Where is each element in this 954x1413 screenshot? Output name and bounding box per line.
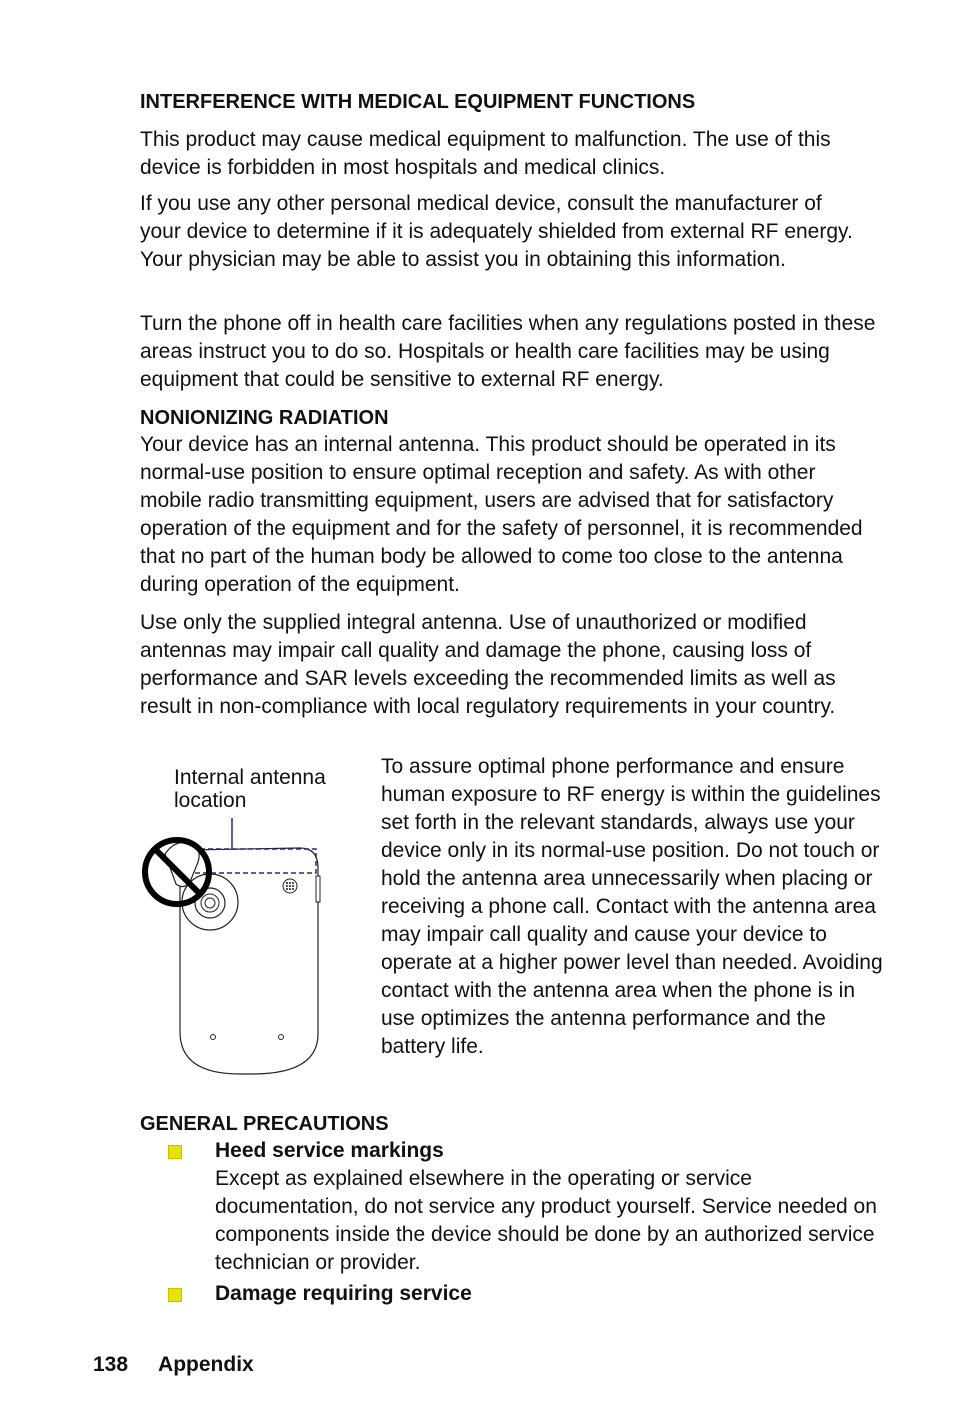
precautions-heading: GENERAL PRECAUTIONS xyxy=(140,1113,389,1135)
medical-paragraph-1: This product may cause medical equipment to malfunction. The use of this device is forbidden in most hospitals and medical clinics. xyxy=(140,128,831,179)
footer-section-name: Appendix xyxy=(158,1353,254,1376)
radiation-paragraph-1: Your device has an internal antenna. This product should be operated in its normal-use position to ensure optimal reception and safety. As with other mobile radio transmitting equipment, users are advised that for satisfactory operation of the equipment and for the safety of personnel, it is recommended that no part of the human body be allowed to come too close to the antenna during operation of the equipment. xyxy=(140,433,863,596)
bullet-title-damage: Damage requiring service xyxy=(215,1282,472,1305)
phone-back-illustration xyxy=(140,752,362,1082)
precautions-section xyxy=(140,1112,890,1136)
radiation-paragraph-2: Use only the supplied integral antenna. Use of unauthorized or modified antennas may impair call quality and damage the phone, causing loss of performance and SAR levels exceeding the recommended limits as well as result in non-compliance with local regulatory requirements in your country. xyxy=(140,611,836,718)
page-number: 138 xyxy=(93,1353,129,1376)
page-footer xyxy=(93,1352,254,1378)
radiation-paragraph-3: To assure optimal phone performance and ensure human exposure to RF energy is within the guidelines set forth in the relevant standards, always use your device only in its normal-use position. Do not touch or hold the antenna area unnecessarily when placing or receiving a phone call. Contact with the antenna area may impair call quality and cause your device to operate at a higher power level than needed. Avoiding contact with the antenna area when the phone is in use optimizes the antenna performance and the battery life. xyxy=(381,755,883,1058)
square-bullet-icon xyxy=(168,1145,182,1159)
medical-paragraph-3: Turn the phone off in health care facilities when any regulations posted in these areas instruct you to do so. Hospitals or health care facilities may be using equipment that could be sensitive to external RF energy. xyxy=(140,312,876,391)
medical-paragraph-2: If you use any other personal medical device, consult the manufacturer of your device to determine if it is adequately shielded from external RF energy. Your physician may be able to assist you in obtaining this information. xyxy=(140,192,853,271)
medical-section xyxy=(140,90,890,114)
radiation-heading: NONIONIZING RADIATION xyxy=(140,407,389,429)
figure-label: Internal antenna location xyxy=(174,766,326,812)
radiation-section xyxy=(140,406,890,430)
bullet-body-service-markings: Except as explained elsewhere in the operating or service documentation, do not service any product yourself. Service needed on components inside the device should be done by an authorized service technician or provider. xyxy=(215,1167,877,1274)
medical-heading: INTERFERENCE WITH MEDICAL EQUIPMENT FUNCTIONS xyxy=(140,91,696,113)
square-bullet-icon xyxy=(168,1288,182,1302)
antenna-figure xyxy=(140,752,362,1082)
bullet-title-service-markings: Heed service markings xyxy=(215,1139,444,1162)
